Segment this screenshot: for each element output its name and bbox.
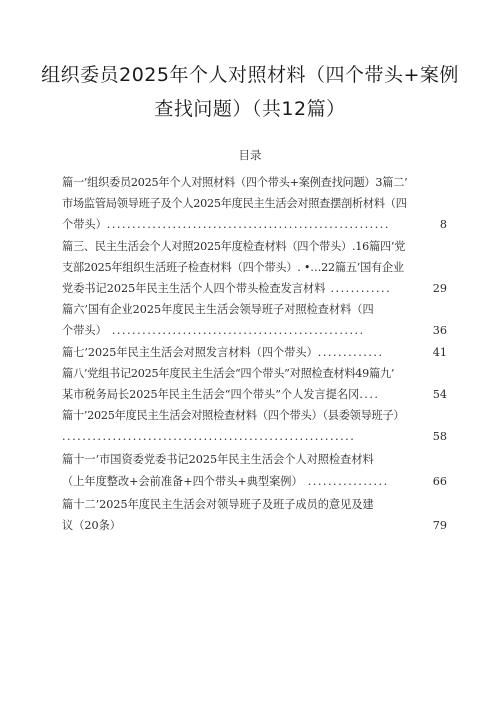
toc-page-number: 36	[432, 324, 447, 338]
title-line-1: 组织委员2025年个人对照材料（四个带头+案例	[41, 64, 459, 86]
toc-line[interactable]	[62, 257, 447, 278]
toc-line-text: （上年度整改+会前准备+四个带头+典型案例）	[62, 474, 303, 488]
toc-line[interactable]	[62, 214, 447, 235]
toc-line-text: 个带头）	[62, 324, 107, 338]
toc-line[interactable]	[62, 320, 447, 341]
dot-leader: ............	[325, 281, 392, 295]
toc-line[interactable]	[62, 236, 447, 257]
toc-line[interactable]	[62, 515, 447, 536]
toc-line-text: 篇六’国有企业2025年度民主生活会领导班子对照检查材料（四	[62, 303, 374, 317]
toc-line-text: 党委书记2025年民主生活个人四个带头检查发言材料	[62, 281, 326, 295]
dot-leader: ................	[302, 474, 389, 488]
toc-line-text: 篇十一’市国资委党委书记2025年民主生活会个人对照检查材料	[62, 453, 374, 467]
toc-line[interactable]	[62, 172, 447, 193]
toc-line-text: 篇三、民主生活会个人对照2025年度检查材料（四个带头）.16篇四’党	[62, 239, 406, 253]
toc-line[interactable]	[62, 342, 447, 363]
toc-heading: 目录	[238, 148, 262, 162]
toc-line[interactable]	[62, 494, 447, 515]
toc-line[interactable]	[62, 405, 447, 426]
toc-line-text: 篇七’2025年民主生活会对照发言材料（四个带头）	[62, 345, 318, 359]
title-line-2: 查找问题）（共12篇）	[154, 98, 346, 120]
toc-line[interactable]	[62, 193, 447, 214]
toc-line[interactable]	[62, 299, 447, 320]
toc-line[interactable]	[62, 363, 447, 384]
dot-leader: ..................................................	[106, 324, 365, 338]
toc-line-text: 篇一’组织委员2025年个人对照材料（四个带头+案例查找问题）3篇二’	[62, 176, 408, 189]
toc-line-text: 篇十’2025年度民主生活会对照检查材料（四个带头）（县委领导班子）	[62, 409, 405, 423]
toc-line[interactable]	[62, 278, 447, 299]
dot-leader: ..........................................................	[62, 430, 356, 444]
toc-page-number: 66	[432, 474, 447, 488]
toc-line-text: 个带头）	[62, 218, 107, 232]
document-title	[20, 58, 480, 126]
toc-line-text: 支部2025年组织生活班子检查材料（四个带头）. •…22篇五’国有企业	[62, 260, 404, 274]
table-of-contents	[62, 172, 447, 536]
toc-page-number: 41	[432, 345, 447, 359]
toc-line-text: 某市税务局长2025年民主生活会“四个带头”个人发言提名冈	[62, 387, 360, 401]
toc-line-text: 议（20条）	[62, 519, 121, 532]
toc-line-text: 篇十二’2025年度民主生活会对领导班子及班子成员的意见及建	[62, 497, 374, 511]
toc-line[interactable]	[62, 471, 447, 492]
dot-leader: ........................................................	[106, 218, 390, 232]
toc-line-text: 篇八’党组书记2025年度民主生活会“四个带头”对照检查材料49篇九’	[62, 366, 395, 380]
toc-line-text: 市场监管局领导班子及个人2025年度民主生活会对照查摆剖析材料（四	[62, 197, 407, 211]
toc-page-number: 54	[432, 387, 447, 401]
toc-page-number: 79	[432, 519, 447, 532]
toc-line[interactable]	[62, 449, 447, 470]
toc-line[interactable]	[62, 384, 447, 405]
toc-page-number: 29	[432, 281, 447, 295]
toc-page-number: 8	[439, 218, 447, 232]
dot-leader: .............	[317, 345, 384, 359]
toc-line[interactable]	[62, 426, 447, 447]
dot-leader: ....	[359, 387, 380, 401]
toc-page-number: 58	[432, 430, 447, 444]
